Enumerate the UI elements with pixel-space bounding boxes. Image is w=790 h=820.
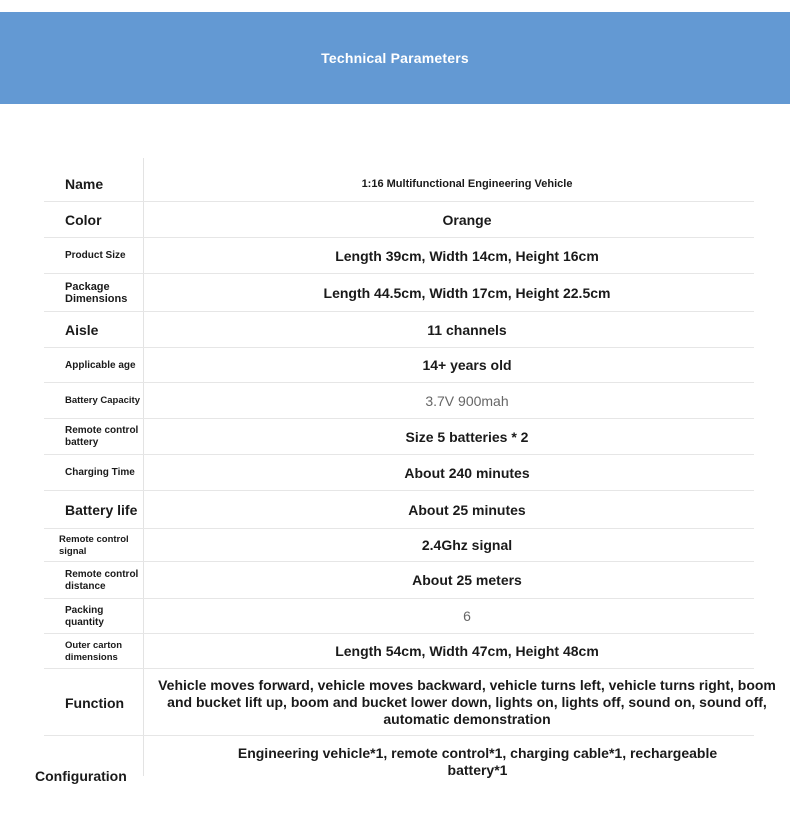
row-label: Packing quantity <box>65 604 104 628</box>
table-row <box>0 166 790 202</box>
table-row <box>0 312 790 348</box>
table-row <box>0 455 790 491</box>
table-row <box>0 736 790 800</box>
row-value: Vehicle moves forward, vehicle moves backward, vehicle turns left, vehicle turns right, boom and bucket lift up, boom and bucket lower down, lights on, lights off, sound on, sound off, automatic demonstration <box>158 677 776 727</box>
row-value: About 240 minutes <box>404 464 530 481</box>
row-value: Size 5 batteries * 2 <box>405 428 529 445</box>
row-label: Applicable age <box>65 359 136 371</box>
row-value: About 25 meters <box>412 572 522 588</box>
row-label: Outer carton dimensions <box>65 639 123 663</box>
row-label: Remote control distance <box>65 568 139 592</box>
row-value: 11 channels <box>427 321 507 338</box>
table-row <box>0 529 790 562</box>
row-value: Orange <box>442 211 492 228</box>
row-label: Remote control signal <box>59 533 129 557</box>
row-value: 14+ years old <box>422 357 512 373</box>
row-label: Aisle <box>65 322 99 338</box>
row-value: Length 54cm, Width 47cm, Height 48cm <box>335 643 599 659</box>
row-label: Remote control battery <box>65 425 139 448</box>
row-label: Name <box>65 176 104 192</box>
table-row <box>0 348 790 383</box>
row-label: Function <box>65 694 125 711</box>
header-banner <box>0 12 790 104</box>
page-title: Technical Parameters <box>321 50 469 66</box>
row-label: Color <box>65 212 102 228</box>
row-label: Battery Capacity <box>65 395 140 406</box>
row-value: Length 44.5cm, Width 17cm, Height 22.5cm <box>323 284 611 301</box>
table-row <box>0 491 790 529</box>
table-row <box>0 202 790 238</box>
row-value: 3.7V 900mah <box>425 392 509 409</box>
table-row <box>0 238 790 274</box>
row-label: Battery life <box>65 502 138 518</box>
table-row <box>0 562 790 599</box>
table-row <box>0 419 790 455</box>
row-value: 6 <box>463 608 471 624</box>
row-label: Product Size <box>65 250 126 261</box>
row-label: Package Dimensions <box>65 281 128 305</box>
table-row <box>0 383 790 419</box>
row-value: Engineering vehicle*1, remote control*1, charging cable*1, rechargeable battery*1 <box>237 745 718 778</box>
row-label: Configuration <box>35 768 127 784</box>
table-row <box>0 669 790 736</box>
table-row <box>0 274 790 312</box>
table-row <box>0 634 790 669</box>
table-row <box>0 599 790 634</box>
row-value: 2.4Ghz signal <box>421 537 513 553</box>
row-value: 1:16 Multifunctional Engineering Vehicle <box>361 177 573 190</box>
row-value: Length 39cm, Width 14cm, Height 16cm <box>335 247 599 264</box>
row-value: About 25 minutes <box>408 501 526 518</box>
row-label: Charging Time <box>65 467 135 478</box>
